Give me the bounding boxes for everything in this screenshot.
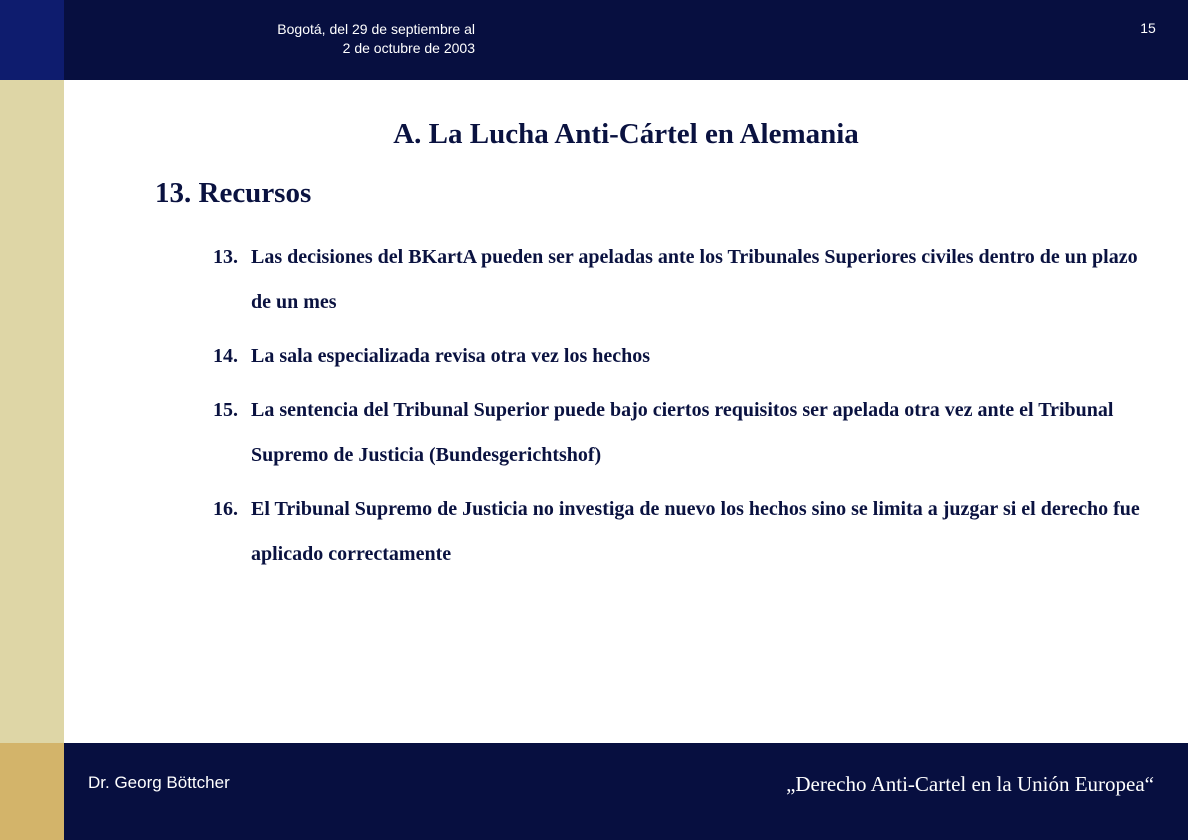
item-text: El Tribunal Supremo de Justicia no investiga de nuevo los hechos sino se limita a juzgar si el derecho fue aplicado correctamente [251, 498, 1140, 565]
header-date-line-1: Bogotá, del 29 de septiembre al [277, 21, 475, 37]
list-item [213, 388, 1153, 478]
item-number: 15. [213, 399, 238, 421]
item-text: La sala especializada revisa otra vez los hechos [251, 345, 651, 367]
header-date [200, 20, 475, 58]
item-list [213, 235, 1153, 586]
header-date-line-2: 2 de octubre de 2003 [342, 40, 475, 56]
top-left-corner-block [0, 0, 64, 80]
list-item [213, 235, 1153, 325]
left-side-band [0, 80, 64, 743]
item-number: 16. [213, 498, 238, 520]
item-text: Las decisiones del BKartA pueden ser apeladas ante los Tribunales Superiores civiles dentro de un plazo de un mes [251, 246, 1138, 313]
item-number: 14. [213, 345, 238, 367]
item-text: La sentencia del Tribunal Superior puede bajo ciertos requisitos ser apelada otra vez ante el Tribunal Supremo de Justicia (Bundesgerichtshof) [251, 399, 1114, 466]
footer-author: Dr. Georg Böttcher [88, 773, 230, 792]
footer-presentation-title: „Derecho Anti-Cartel en la Unión Europea“ [786, 772, 1154, 796]
list-item [213, 487, 1153, 577]
slide-title: A. La Lucha Anti-Cártel en Alemania [393, 118, 859, 150]
item-number: 13. [213, 246, 238, 268]
bottom-left-corner-block [0, 743, 64, 840]
list-item [213, 334, 1153, 379]
section-heading: 13. Recursos [155, 177, 312, 209]
slide-number: 15 [1140, 20, 1156, 36]
